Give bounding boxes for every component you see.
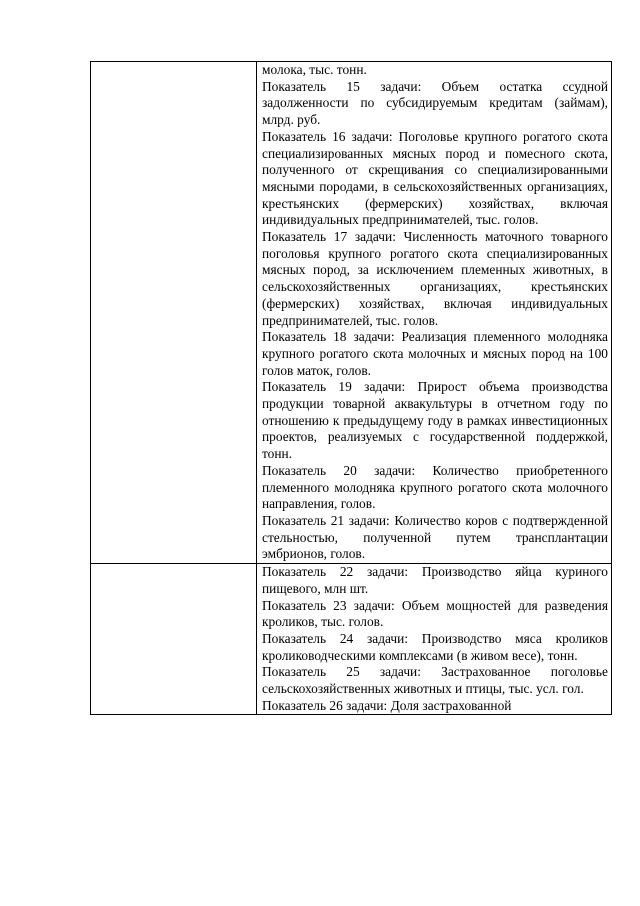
left-cell	[91, 62, 257, 564]
table-row	[91, 62, 612, 564]
indicator-text: Показатель 21 задачи: Количество коров с подтвержденной стельностью, полученной путем трансплантации эмбрионов, голов.	[262, 512, 608, 562]
indicators-cell	[257, 564, 612, 715]
table-row	[91, 564, 612, 715]
indicators-table	[90, 61, 612, 715]
indicator-text: Показатель 18 задачи: Реализация племенного молодняка крупного рогатого скота молочных и мясных пород на 100 голов маток, голов.	[262, 329, 608, 378]
indicators-list	[257, 564, 611, 714]
indicator-text: Показатель 26 задачи: Доля застрахованной	[262, 697, 512, 713]
indicator-text: Показатель 24 задачи: Производство мяса кроликов кролиководческими комплексами (в живом весе), тонн.	[262, 630, 608, 663]
indicator-text: молока, тыс. тонн.	[262, 62, 367, 77]
indicators-list	[257, 62, 611, 563]
indicator-text: Показатель 16 задачи: Поголовье крупного рогатого скота специализированных мясных пород и помесного скота, полученного от скрещивания со специализированными мясными породами, в сельскохозяйственных организациях, крестьянских (фермерских) хозяйствах, включая индивидуальных предпринимателей, тыс. голов.	[262, 128, 608, 228]
indicator-text: Показатель 22 задачи: Производство яйца куриного пищевого, млн шт.	[262, 564, 608, 596]
left-cell	[91, 564, 257, 715]
indicator-text: Показатель 15 задачи: Объем остатка ссудной задолженности по субсидируемым кредитам (займам), млрд. руб.	[262, 78, 608, 128]
indicator-text: Показатель 23 задачи: Объем мощностей для разведения кроликов, тыс. голов.	[262, 597, 608, 630]
indicator-text: Показатель 17 задачи: Численность маточного товарного поголовья крупного рогатого скота специализированных мясных пород, за исключением племенных животных, в сельскохозяйственных организациях, крестьянских (фермерских) хозяйствах, включая индивидуальных предпринимателей, тыс. голов.	[262, 229, 608, 328]
indicator-text: Показатель 19 задачи: Прирост объема производства продукции товарной аквакультуры в отчетном году по отношению к предыдущему году в рамках инвестиционных проектов, реализуемых с государственной поддержкой, тонн.	[262, 379, 608, 462]
indicator-text: Показатель 25 задачи: Застрахованное поголовье сельскохозяйственных животных и птицы, тыс. усл. гол.	[262, 664, 608, 697]
indicator-text: Показатель 20 задачи: Количество приобретенного племенного молодняка крупного рогатого скота молочного направления, голов.	[262, 462, 608, 512]
indicators-cell	[257, 62, 612, 564]
